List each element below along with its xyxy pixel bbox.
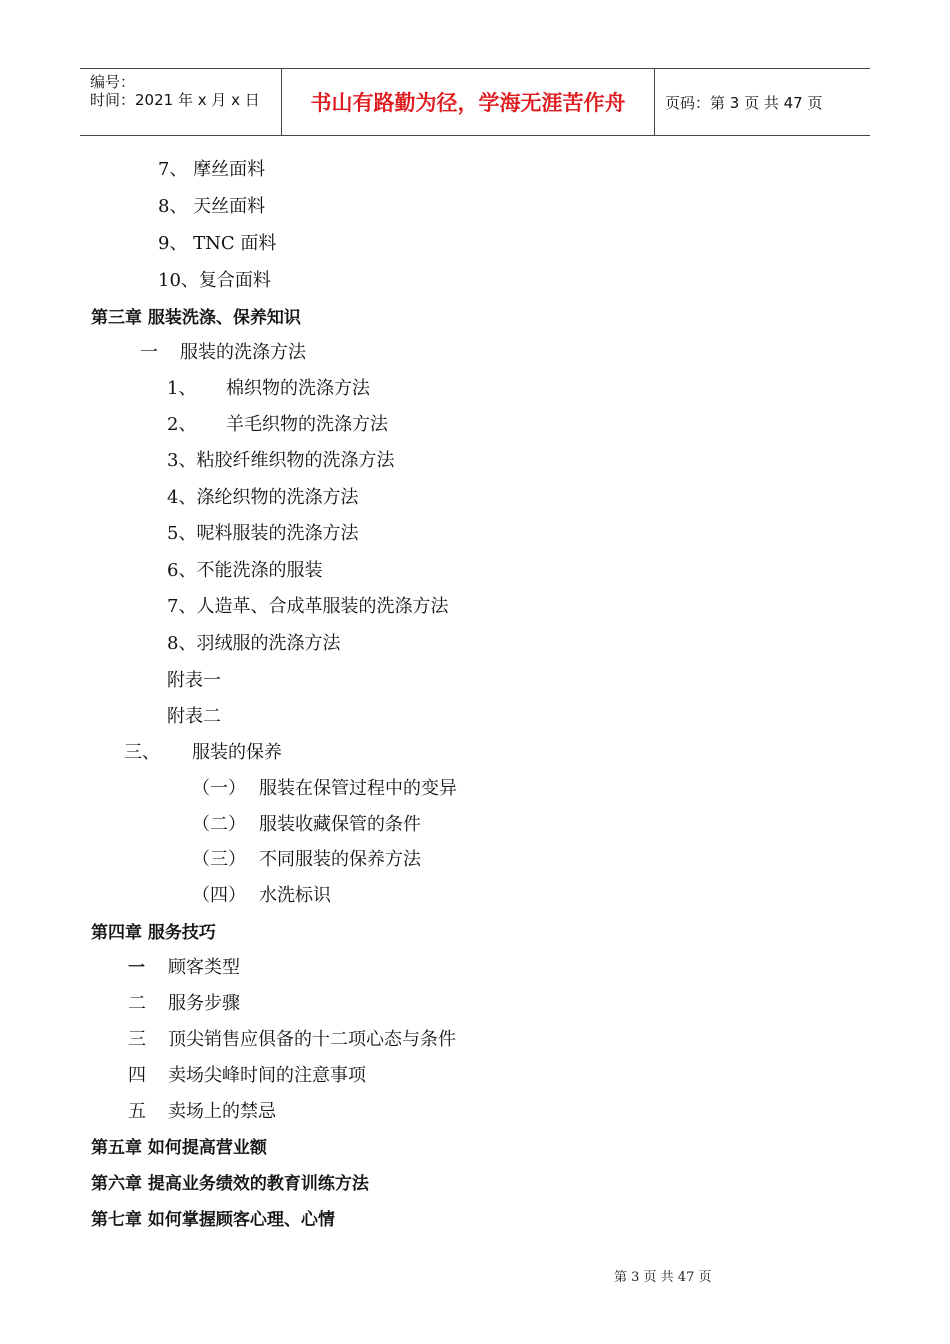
document-date-label: 时间：2021 年 x 月 x 日: [90, 91, 260, 109]
section-title: 服装的保养: [192, 742, 282, 763]
section-number: 四: [128, 1065, 146, 1086]
toc-item: 附表二: [167, 706, 221, 727]
section-number: 五: [128, 1101, 146, 1122]
toc-item: 水洗标识: [259, 885, 331, 906]
chapter-heading: 第七章 如何掌握顾客心理、心情: [91, 1210, 335, 1230]
section-title: 顾客类型: [168, 957, 240, 978]
chapter-heading: 第五章 如何提高营业额: [91, 1138, 267, 1158]
section-number: 一: [128, 958, 145, 978]
section-title: 顶尖销售应俱备的十二项心态与条件: [168, 1029, 456, 1050]
section-number: 一: [140, 342, 158, 363]
section-title: 服务步骤: [168, 993, 240, 1014]
section-number: 三、: [124, 742, 160, 763]
toc-item-number: （四）: [192, 885, 246, 906]
toc-item-number: 1、: [167, 378, 197, 399]
toc-item: 8、羽绒服的洗涤方法: [167, 633, 341, 654]
header-motto: 书山有路勤为径，学海无涯苦作舟: [282, 69, 655, 135]
toc-item: 9、 TNC 面料: [158, 233, 277, 254]
toc-item: 4、涤纶织物的洗涤方法: [167, 487, 359, 508]
chapter-heading: 第三章 服装洗涤、保养知识: [91, 308, 301, 328]
toc-item: 附表一: [167, 670, 221, 691]
toc-item-number: （二）: [192, 814, 246, 835]
toc-item: 棉织物的洗涤方法: [226, 378, 370, 399]
toc-item: 服装收藏保管的条件: [259, 814, 421, 835]
chapter-heading: 第四章 服务技巧: [91, 923, 216, 943]
toc-item: 6、不能洗涤的服装: [167, 560, 323, 581]
chapter-heading: 第六章 提高业务绩效的教育训练方法: [91, 1174, 369, 1194]
toc-item: 7、人造革、合成革服装的洗涤方法: [167, 596, 449, 617]
page-header: [80, 68, 870, 136]
section-title: 卖场上的禁忌: [168, 1101, 276, 1122]
header-meta: [80, 69, 282, 135]
toc-item: 3、粘胶纤维织物的洗涤方法: [167, 450, 395, 471]
toc-item: 10、复合面料: [158, 270, 271, 291]
section-number: 三: [128, 1029, 146, 1050]
toc-item: 7、 摩丝面料: [158, 159, 266, 180]
toc-item: 5、呢料服装的洗涤方法: [167, 523, 359, 544]
page-footer: 第 3 页 共 47 页: [614, 1270, 712, 1285]
section-title: 服装的洗涤方法: [180, 342, 306, 363]
toc-item-number: （一）: [192, 778, 246, 799]
toc-item: 羊毛织物的洗涤方法: [226, 414, 388, 435]
toc-item: 不同服装的保养方法: [259, 849, 421, 870]
header-page-label: 页码：第 3 页 共 47 页: [665, 93, 823, 112]
toc-item: 8、 天丝面料: [158, 196, 266, 217]
toc-item: 服装在保管过程中的变异: [259, 778, 457, 799]
document-number-label: 编号：: [90, 73, 136, 91]
toc-item-number: 2、: [167, 414, 197, 435]
toc-item-number: （三）: [192, 849, 246, 870]
section-title: 卖场尖峰时间的注意事项: [168, 1065, 366, 1086]
section-number: 二: [128, 993, 146, 1014]
